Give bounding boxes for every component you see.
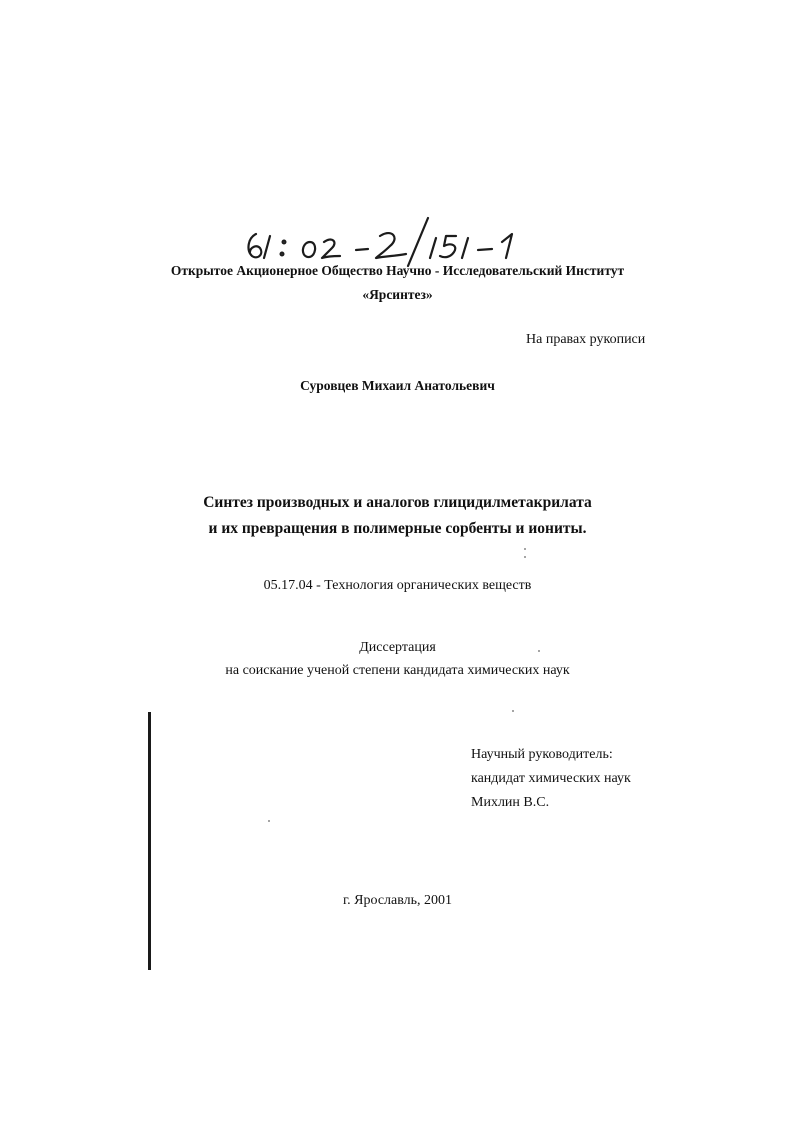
specialty-code: 05.17.04 - Технология органических веществ [263,578,532,593]
scan-speck [268,820,270,822]
scan-speck [524,556,526,558]
scan-edge-artifact [148,712,151,970]
place-year: г. Ярославль, 2001 [342,893,453,908]
supervisor-label: Научный руководитель: [471,747,613,762]
scan-speck [524,548,526,550]
handwritten-archive-number [240,212,530,268]
thesis-title-line-1: Синтез производных и аналогов глицидилметакрилата [203,494,592,511]
organization-line-2: «Ярсинтез» [362,287,433,302]
author-name: Суровцев Михаил Анатольевич [300,378,495,393]
supervisor-name: Михлин В.С. [471,795,550,810]
degree-statement: на соискание ученой степени кандидата химических наук [225,663,570,678]
supervisor-degree: кандидат химических наук [471,771,631,786]
dissertation-label: Диссертация [359,640,436,655]
scan-speck [538,650,540,652]
manuscript-rights: На правах рукописи [526,332,646,347]
thesis-title-line-2: и их превращения в полимерные сорбенты и иониты. [208,520,587,537]
scan-speck [512,710,514,712]
organization-line-1: Открытое Акционерное Общество Научно - Исследовательский Институт [170,263,625,278]
